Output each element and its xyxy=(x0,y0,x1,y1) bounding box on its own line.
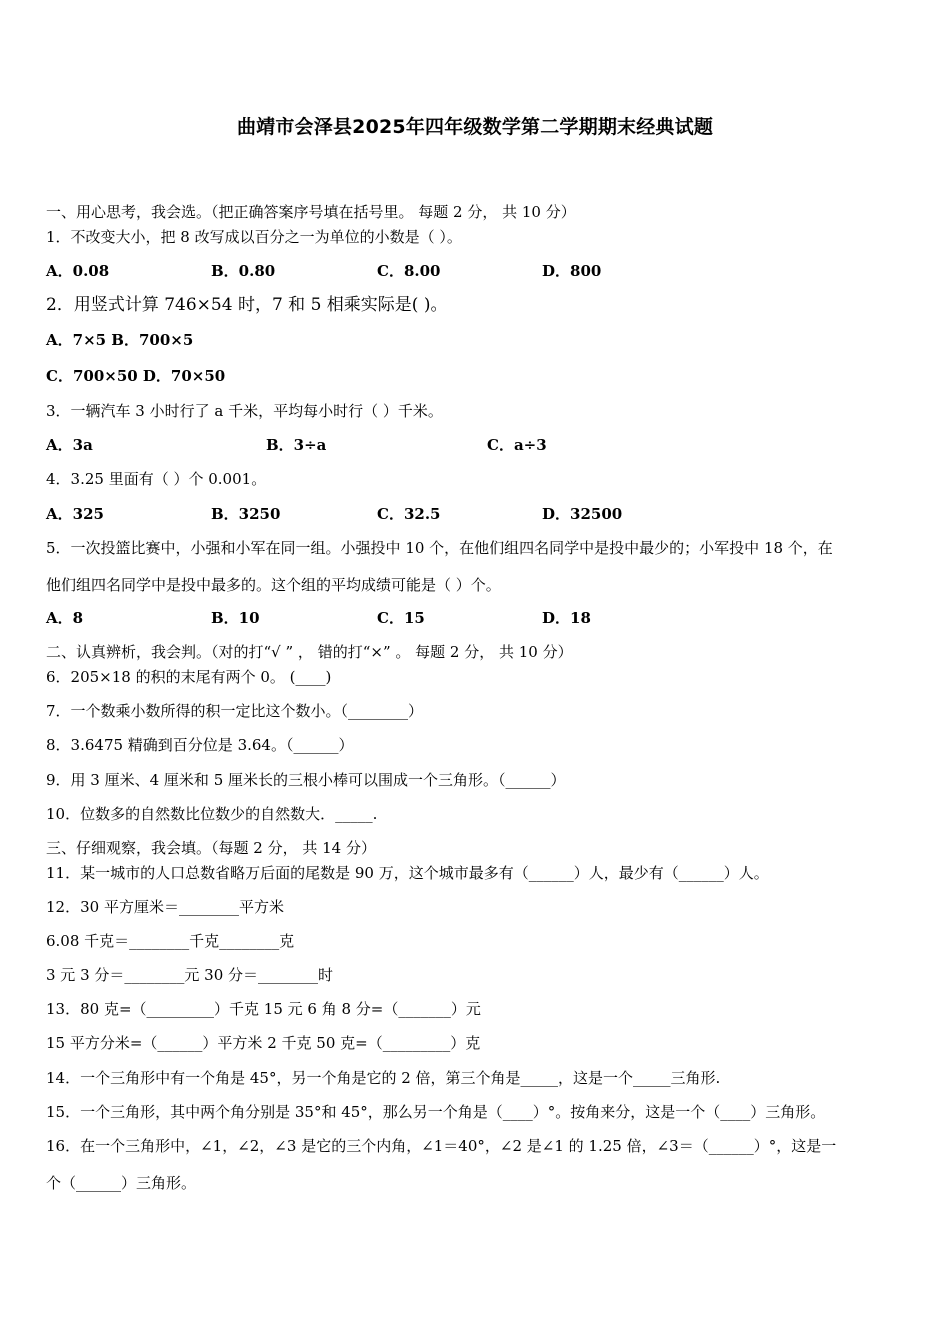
q5-option-b: B．10 xyxy=(211,609,260,627)
section-2-heading: 二、认真辨析，我会判。（对的打“√ ” ， 错的打“×” 。 每题 2 分， 共 10 分） xyxy=(46,643,573,661)
question-13-line-1: 13．80 克=（_________）千克 15 元 6 角 8 分=（_______）元 xyxy=(46,1000,481,1018)
question-4: 4．3.25 里面有（ ）个 0.001。 xyxy=(46,470,267,488)
question-5-line-1: 5．一次投篮比赛中，小强和小军在同一组。小强投中 10 个，在他们组四名同学中是投中最少的；小军投中 18 个，在 xyxy=(46,539,833,557)
q4-option-b: B．3250 xyxy=(211,505,281,523)
question-13-line-2: 15 平方分米=（______）平方米 2 千克 50 克=（_________）克 xyxy=(46,1034,481,1052)
question-7: 7．一个数乘小数所得的积一定比这个数小。（________） xyxy=(46,702,424,720)
q1-option-b: B．0.80 xyxy=(211,262,276,280)
question-1: 1．不改变大小，把 8 改写成以百分之一为单位的小数是（ ）。 xyxy=(46,228,462,246)
q4-option-c: C．32.5 xyxy=(377,505,441,523)
q5-option-c: C．15 xyxy=(377,609,425,627)
question-11: 11．某一城市的人口总数省略万后面的尾数是 90 万，这个城市最多有（______）人，最少有（______）人。 xyxy=(46,864,769,882)
q1-option-d: D．800 xyxy=(542,262,602,280)
question-14: 14．一个三角形中有一个角是 45°，另一个角是它的 2 倍，第三个角是_____，这是一个_____三角形. xyxy=(46,1069,721,1087)
question-2: 2．用竖式计算 746×54 时，7 和 5 相乘实际是( )。 xyxy=(46,295,448,315)
question-16-line-1: 16．在一个三角形中，∠1，∠2，∠3 是它的三个内角，∠1＝40°，∠2 是∠1 的 1.25 倍，∠3＝（______）°，这是一 xyxy=(46,1137,837,1155)
question-6: 6．205×18 的积的末尾有两个 0。 (____) xyxy=(46,668,332,686)
q4-option-d: D．32500 xyxy=(542,505,623,523)
page-title: 曲靖市会泽县2025年四年级数学第二学期期末经典试题 xyxy=(236,116,714,138)
q2-options-row-1: A．7×5 B．700×5 xyxy=(46,331,194,349)
q1-option-a: A．0.08 xyxy=(46,262,110,280)
question-10: 10．位数多的自然数比位数少的自然数大．_____. xyxy=(46,805,378,823)
question-15: 15．一个三角形，其中两个角分别是 35°和 45°，那么另一个角是（____）°。按角来分，这是一个（____）三角形。 xyxy=(46,1103,826,1121)
question-8: 8．3.6475 精确到百分位是 3.64。（______） xyxy=(46,736,354,754)
question-12-line-3: 3 元 3 分＝________元 30 分＝________时 xyxy=(46,966,334,984)
question-12-line-1: 12．30 平方厘米＝________平方米 xyxy=(46,898,284,916)
q3-option-c: C．a÷3 xyxy=(487,436,547,454)
q5-option-d: D．18 xyxy=(542,609,591,627)
q3-option-a: A．3a xyxy=(46,436,93,454)
q2-options-row-2: C．700×50 D．70×50 xyxy=(46,367,226,385)
q1-option-c: C．8.00 xyxy=(377,262,441,280)
question-9: 9．用 3 厘米、4 厘米和 5 厘米长的三根小棒可以围成一个三角形。（______） xyxy=(46,771,566,789)
question-12-line-2: 6.08 千克＝________千克________克 xyxy=(46,932,295,950)
question-3: 3．一辆汽车 3 小时行了 a 千米，平均每小时行（ ）千米。 xyxy=(46,402,443,420)
q4-option-a: A．325 xyxy=(46,505,104,523)
section-1-heading: 一、用心思考，我会选。（把正确答案序号填在括号里。 每题 2 分， 共 10 分） xyxy=(46,203,576,221)
question-16-line-2: 个（______）三角形。 xyxy=(46,1174,197,1192)
section-3-heading: 三、仔细观察，我会填。（每题 2 分， 共 14 分） xyxy=(46,839,376,857)
q3-option-b: B．3÷a xyxy=(266,436,327,454)
question-5-line-2: 他们组四名同学中是投中最多的。这个组的平均成绩可能是（ ）个。 xyxy=(46,576,501,594)
q5-option-a: A．8 xyxy=(46,609,84,627)
